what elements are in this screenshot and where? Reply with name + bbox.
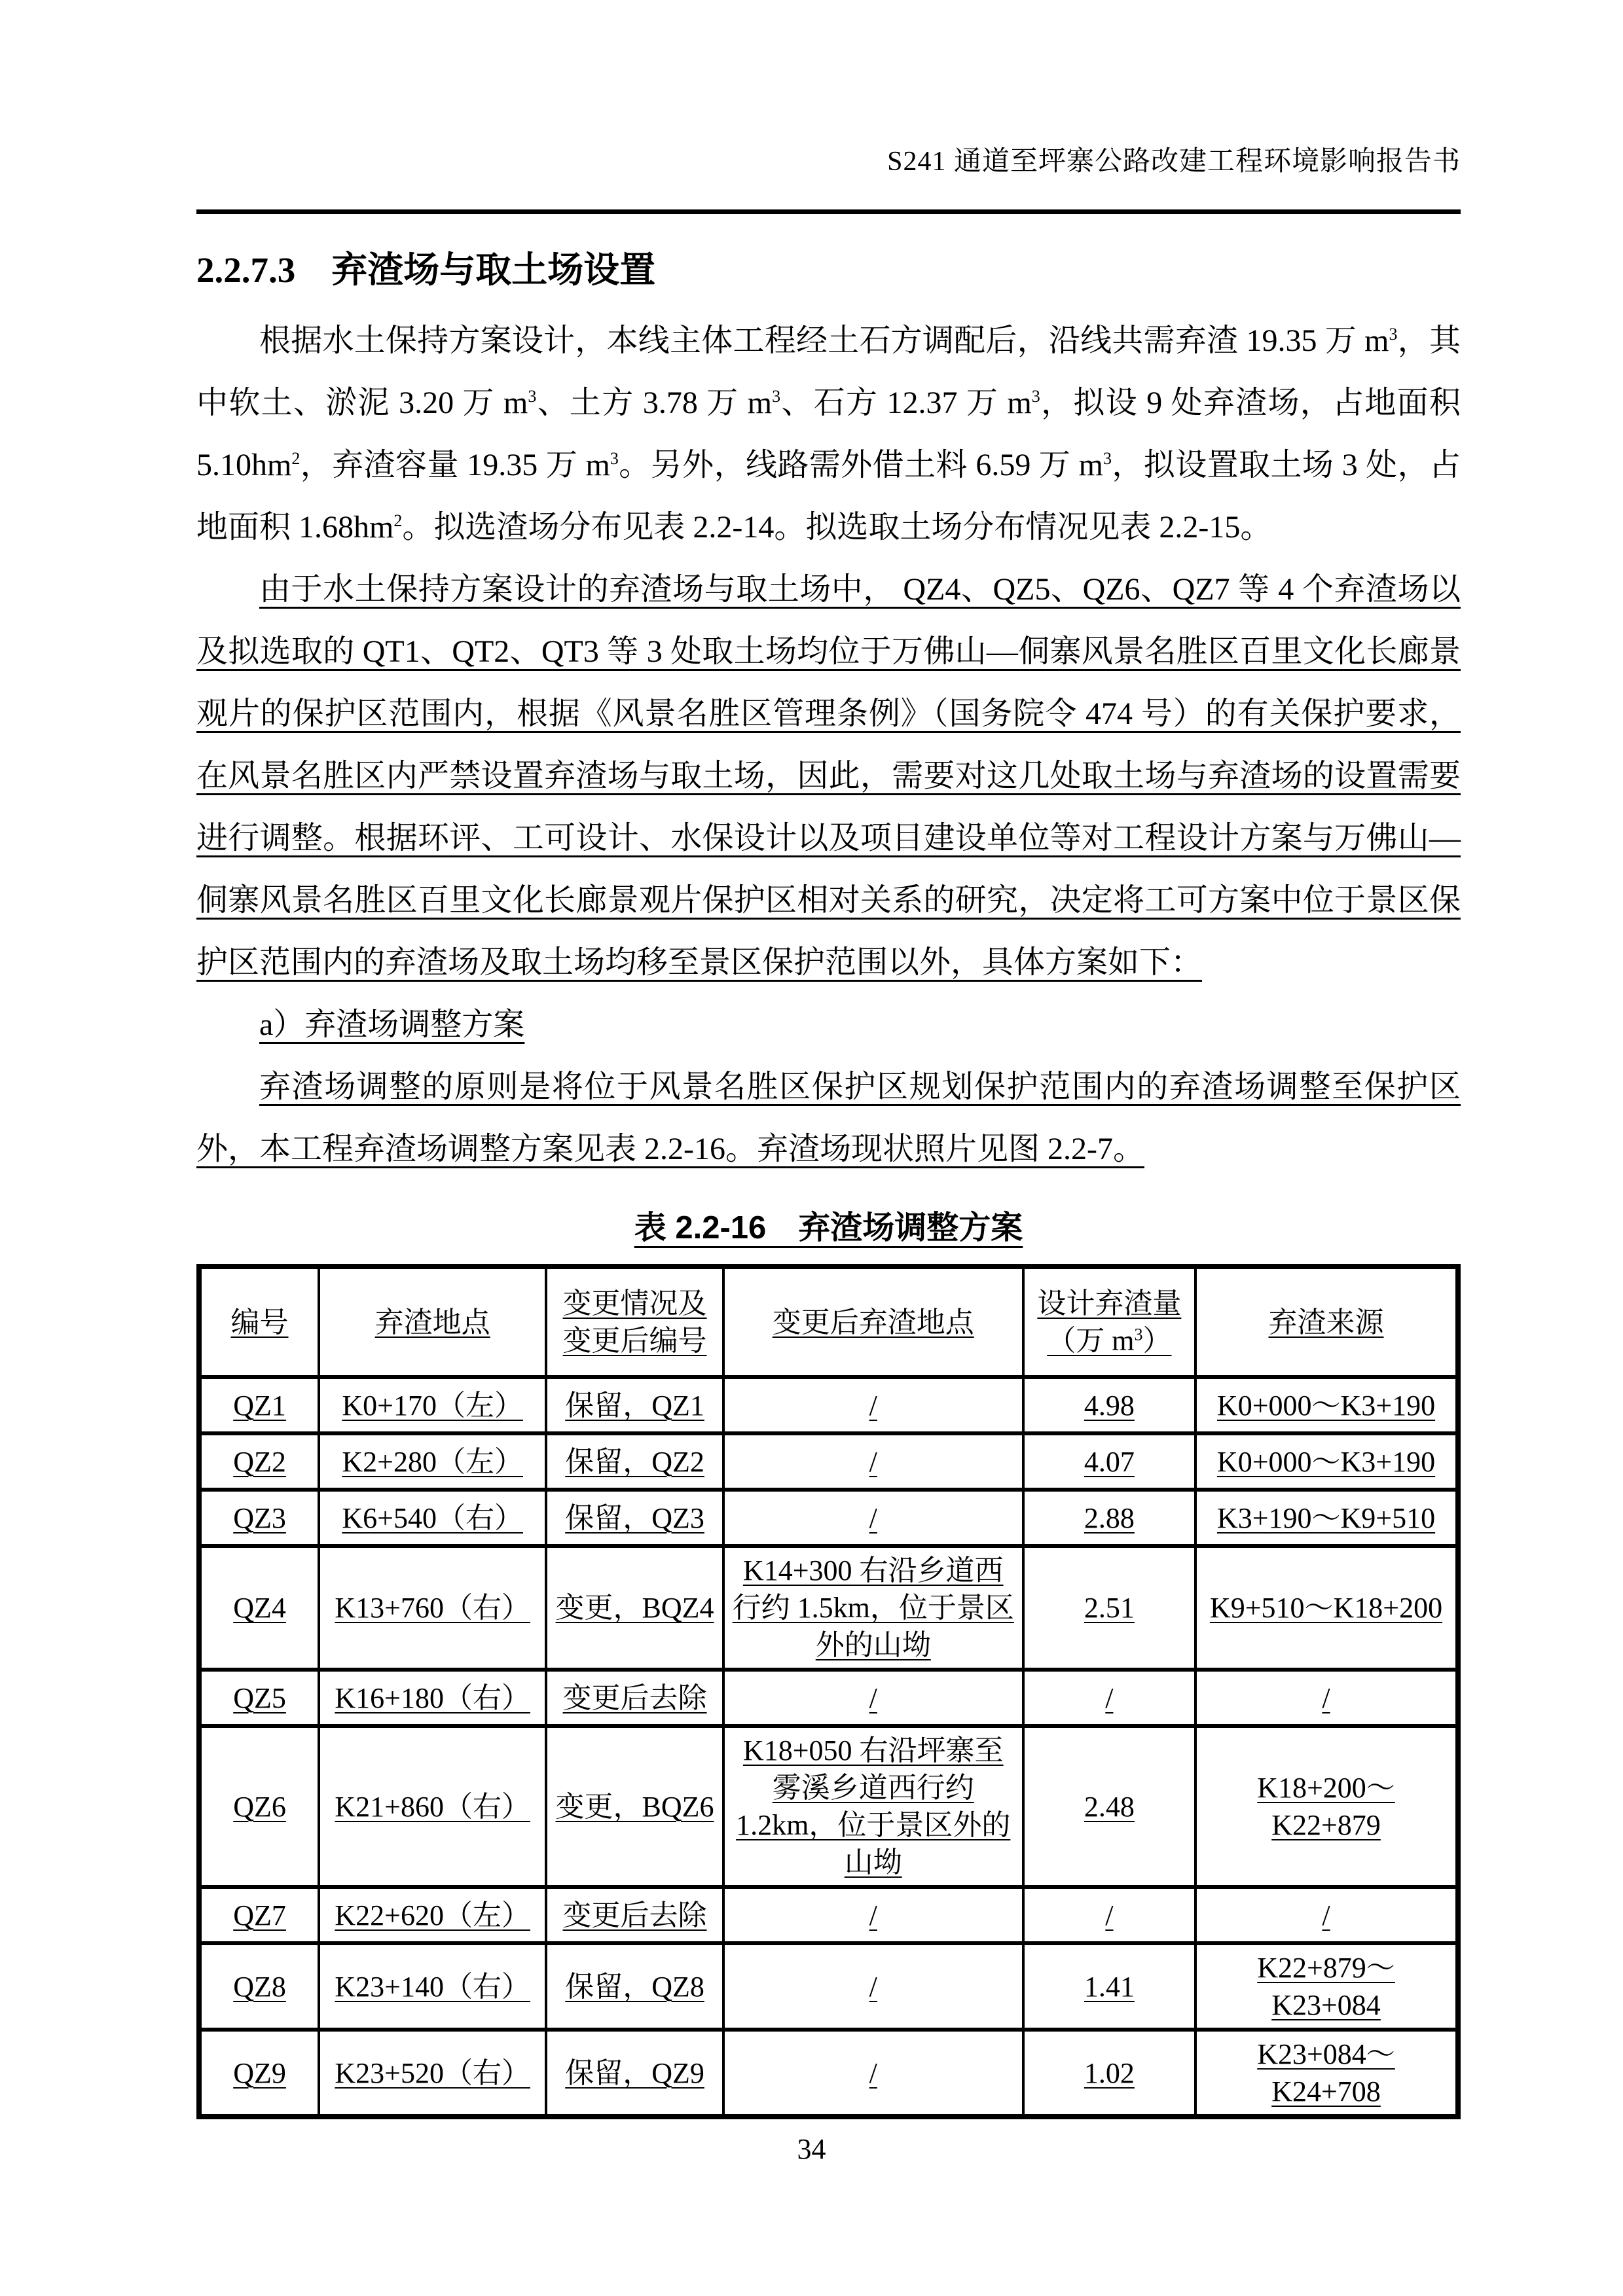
table-cell: 2.51 — [1023, 1546, 1195, 1670]
table-row — [199, 1433, 1458, 1490]
body-paragraphs — [196, 310, 1461, 1180]
table-cell: QZ5 — [199, 1670, 319, 1726]
table-cell: 保留，QZ1 — [546, 1377, 723, 1433]
table-cell: / — [1023, 1670, 1195, 1726]
table-cell: K21+860（右） — [319, 1726, 546, 1887]
table-row — [199, 1546, 1458, 1670]
table-cell: 保留，QZ9 — [546, 2030, 723, 2117]
table-cell: QZ9 — [199, 2030, 319, 2117]
table-cell: / — [1195, 1887, 1458, 1943]
table-cell: K22+620（左） — [319, 1887, 546, 1943]
page-header-title: S241 通道至坪寨公路改建工程环境影响报告书 — [887, 147, 1461, 177]
column-header: 弃渣地点 — [319, 1266, 546, 1377]
table-cell: K23+140（右） — [319, 1943, 546, 2030]
table-cell: K23+084～K24+708 — [1195, 2030, 1458, 2117]
table-cell: QZ3 — [199, 1490, 319, 1546]
table-cell: K16+180（右） — [319, 1670, 546, 1726]
table-cell: 变更后去除 — [546, 1887, 723, 1943]
table-cell: K14+300 右沿乡道西行约 1.5km，位于景区外的山坳 — [723, 1546, 1023, 1670]
table-cell: K2+280（左） — [319, 1433, 546, 1490]
table-cell: K9+510～K18+200 — [1195, 1546, 1458, 1670]
table-row — [199, 1887, 1458, 1943]
table-cell: K23+520（右） — [319, 2030, 546, 2117]
table-cell: K0+000～K3+190 — [1195, 1377, 1458, 1433]
table-cell: QZ6 — [199, 1726, 319, 1887]
table-cell: / — [723, 1490, 1023, 1546]
table-cell: K6+540（右） — [319, 1490, 546, 1546]
table-header-row — [199, 1266, 1458, 1377]
column-header: 设计弃渣量 （万 $m^3$） — [1023, 1266, 1195, 1377]
header-rule — [196, 209, 1461, 214]
table-cell: 变更后去除 — [546, 1670, 723, 1726]
table-cell: 4.98 — [1023, 1377, 1195, 1433]
table-cell: 保留，QZ8 — [546, 1943, 723, 2030]
paragraph-intro: 根据水土保持方案设计，本线主体工程经土石方调配后，沿线共需弃渣 19.35 万 $m^3$，其中软土、淤泥 3.20 万 $m^3$、土方 3.78 万 $m^3$、石方 12.37 万 $m^3$，拟设 9 处弃渣场，占地面积 $5.10hm^2$，弃渣容量 19.35 万 $m^3$。另外，线路需外借土料 6.59 万 $m^3$，拟设置取土场 3 处，占地面积 $1.68hm^2$。拟选渣场分布见表 2.2-14。拟选取土场分布情况见表 2.2-15。 — [196, 323, 1461, 545]
table-cell: K0+000～K3+190 — [1195, 1433, 1458, 1490]
table-cell: 变更，BQZ4 — [546, 1546, 723, 1670]
table-cell: K13+760（右） — [319, 1546, 546, 1670]
table-cell: K0+170（左） — [319, 1377, 546, 1433]
column-header: 弃渣来源 — [1195, 1266, 1458, 1377]
column-header: 编号 — [199, 1266, 319, 1377]
table-cell: K18+050 右沿坪寨至雾溪乡道西行约 1.2km，位于景区外的山坳 — [723, 1726, 1023, 1887]
paragraph-subsection-a: a）弃渣场调整方案 — [259, 1007, 525, 1042]
paragraph-adjustment-reason: 由于水土保持方案设计的弃渣场与取土场中， QZ4、QZ5、QZ6、QZ7 等 4 个弃渣场以及拟选取的 QT1、QT2、QT3 等 3 处取土场均位于万佛山—侗寨风景名胜区百里文化长廊景观片的保护区范围内，根据《风景名胜区管理条例》（国务院令 474 号）的有关保护要求，在风景名胜区内严禁设置弃渣场与取土场，因此，需要对这几处取土场与弃渣场的设置需要进行调整。根据环评、工可设计、水保设计以及项目建设单位等对工程设计方案与万佛山—侗寨风景名胜区百里文化长廊景观片保护区相对关系的研究，决定将工可方案中位于景区保护区范围内的弃渣场及取土场均移至景区保护范围以外，具体方案如下： — [196, 572, 1461, 980]
table-cell: / — [1195, 1670, 1458, 1726]
table-cell: 1.02 — [1023, 2030, 1195, 2117]
table-row — [199, 1670, 1458, 1726]
table-cell: / — [723, 1887, 1023, 1943]
table-cell: QZ1 — [199, 1377, 319, 1433]
table-cell: QZ4 — [199, 1546, 319, 1670]
table-cell: / — [1023, 1887, 1195, 1943]
column-header: 变更后弃渣地点 — [723, 1266, 1023, 1377]
table-caption-text: 表 2.2-16 弃渣场调整方案 — [634, 1210, 1023, 1246]
table-body — [199, 1377, 1458, 2117]
table-row — [199, 1490, 1458, 1546]
table-cell: / — [723, 1377, 1023, 1433]
table-cell: 2.88 — [1023, 1490, 1195, 1546]
table-caption — [196, 1202, 1461, 1248]
table-row — [199, 1726, 1458, 1887]
table-head — [199, 1266, 1458, 1377]
table-cell: / — [723, 1433, 1023, 1490]
table-row — [199, 1377, 1458, 1433]
column-header: 变更情况及 变更后编号 — [546, 1266, 723, 1377]
table-cell: / — [723, 1670, 1023, 1726]
table-cell: / — [723, 2030, 1023, 2117]
table-cell: QZ8 — [199, 1943, 319, 2030]
page-number: 34 — [797, 2133, 826, 2165]
table-cell: / — [723, 1943, 1023, 2030]
table-cell: 4.07 — [1023, 1433, 1195, 1490]
table-cell: K22+879～K23+084 — [1195, 1943, 1458, 2030]
table-cell: K18+200～K22+879 — [1195, 1726, 1458, 1887]
table-cell: 变更，BQZ6 — [546, 1726, 723, 1887]
table-row — [199, 2030, 1458, 2117]
table-row — [199, 1943, 1458, 2030]
table-cell: 保留，QZ3 — [546, 1490, 723, 1546]
table-cell: 保留，QZ2 — [546, 1433, 723, 1490]
table-cell: QZ7 — [199, 1887, 319, 1943]
spoil-ground-adjustment-table — [196, 1264, 1461, 2119]
table-cell: K3+190～K9+510 — [1195, 1490, 1458, 1546]
section-heading: 2.2.7.3 弃渣场与取土场设置 — [196, 250, 656, 290]
table-cell: 2.48 — [1023, 1726, 1195, 1887]
paragraph-principle: 弃渣场调整的原则是将位于风景名胜区保护区规划保护范围内的弃渣场调整至保护区外，本工程弃渣场调整方案见表 2.2-16。弃渣场现状照片见图 2.2-7。 — [196, 1069, 1461, 1166]
table-cell: QZ2 — [199, 1433, 319, 1490]
table-cell: 1.41 — [1023, 1943, 1195, 2030]
